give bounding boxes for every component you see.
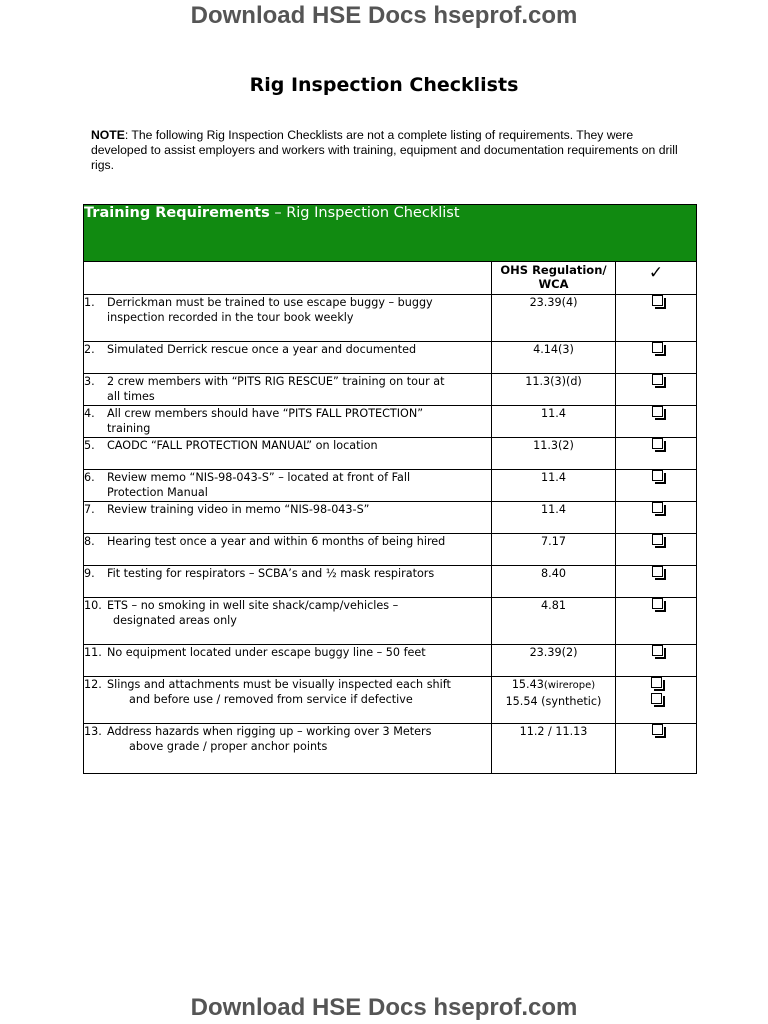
item-number: 9. — [84, 567, 95, 580]
checkbox-cell — [616, 598, 697, 645]
regulation-cell — [492, 374, 616, 406]
requirement-cell — [84, 724, 492, 774]
checkbox-icon[interactable] — [652, 598, 663, 609]
regulation-note: (wirerope) — [543, 680, 596, 691]
regulation-reference: 15.43 — [511, 678, 544, 691]
regulation-cell — [492, 406, 616, 438]
checkbox-icon[interactable] — [652, 438, 663, 449]
regulation-reference-2: 15.54 (synthetic) — [505, 695, 602, 708]
requirement-text-line1: Fit testing for respirators – SCBA’s and ½ mask respirators — [107, 567, 435, 580]
table-row — [84, 502, 697, 534]
regulation-cell — [492, 724, 616, 774]
checkbox-icon[interactable] — [652, 502, 663, 513]
regulation-cell — [492, 295, 616, 342]
regulation-reference: 11.3(2) — [533, 439, 574, 452]
table-header-bold: Training Requirements — [84, 205, 270, 221]
requirement-cell — [84, 645, 492, 677]
checkbox-icon[interactable] — [652, 534, 663, 545]
table-row — [84, 534, 697, 566]
checkbox-cell — [616, 724, 697, 774]
table-row — [84, 406, 697, 438]
checkbox-icon[interactable] — [652, 566, 663, 577]
table-row — [84, 566, 697, 598]
item-number: 6. — [84, 471, 95, 484]
requirement-text-line2: designated areas only — [113, 614, 237, 627]
requirement-text-line1: Review memo “NIS-98-043-S” – located at front of Fall — [107, 471, 411, 484]
requirement-text-line1: All crew members should have “PITS FALL PROTECTION” — [107, 407, 424, 420]
regulation-cell — [492, 598, 616, 645]
item-number: 8. — [84, 535, 95, 548]
requirement-cell — [84, 342, 492, 374]
table-header-row — [84, 205, 697, 262]
regulation-cell — [492, 534, 616, 566]
table-row — [84, 438, 697, 470]
column-header-check — [616, 262, 697, 295]
requirement-text-line1: Slings and attachments must be visually inspected each shift — [107, 678, 451, 691]
checkbox-icon[interactable] — [652, 470, 663, 481]
table-row — [84, 724, 697, 774]
item-number: 5. — [84, 439, 95, 452]
requirement-cell — [84, 374, 492, 406]
regulation-cell — [492, 677, 616, 724]
checkbox-icon[interactable] — [651, 677, 662, 688]
table-row — [84, 342, 697, 374]
item-number: 3. — [84, 375, 95, 388]
table-row — [84, 645, 697, 677]
note-text: : The following Rig Inspection Checklists are not a complete listing of requirements. They were developed to assist employers and workers with training, equipment and documentation requirements on drill rigs. — [91, 128, 678, 172]
table-header — [84, 205, 697, 262]
requirement-text-line1: 2 crew members with “PITS RIG RESCUE” training on tour at — [107, 375, 445, 388]
checkbox-cell — [616, 566, 697, 598]
column-header-blank — [84, 262, 492, 295]
requirement-text-line2: training — [107, 422, 151, 435]
requirement-cell — [84, 566, 492, 598]
regulation-reference: 8.40 — [541, 567, 566, 580]
checkbox-cell — [616, 406, 697, 438]
training-checklist-table — [83, 204, 697, 774]
checkbox-cell — [616, 502, 697, 534]
requirement-text-line1: Simulated Derrick rescue once a year and documented — [107, 343, 417, 356]
watermark-bottom: Download HSE Docs hseprof.com — [190, 994, 578, 1021]
item-number: 11. — [84, 646, 102, 659]
regulation-reference: 11.4 — [541, 503, 566, 516]
regulation-reference: 11.2 / 11.13 — [519, 725, 588, 738]
checkbox-cell — [616, 677, 697, 724]
item-number: 2. — [84, 343, 95, 356]
regulation-reference: 11.4 — [541, 471, 566, 484]
regulation-cell — [492, 645, 616, 677]
checkbox-cell — [616, 374, 697, 406]
requirement-cell — [84, 406, 492, 438]
checkbox-icon[interactable] — [652, 295, 663, 306]
item-number: 7. — [84, 503, 95, 516]
regulation-cell — [492, 566, 616, 598]
page-title: Rig Inspection Checklists — [249, 74, 519, 96]
requirement-cell — [84, 534, 492, 566]
requirement-cell — [84, 295, 492, 342]
regulation-cell — [492, 502, 616, 534]
requirement-cell — [84, 502, 492, 534]
checkbox-icon[interactable] — [652, 406, 663, 417]
checkbox-icon[interactable] — [652, 342, 663, 353]
requirement-cell — [84, 438, 492, 470]
checkbox-cell — [616, 438, 697, 470]
requirement-text-line2: inspection recorded in the tour book weekly — [107, 311, 354, 324]
regulation-cell — [492, 342, 616, 374]
requirement-cell — [84, 677, 492, 724]
item-number: 12. — [84, 678, 102, 691]
table-row — [84, 470, 697, 502]
regulation-reference: 23.39(4) — [529, 296, 578, 309]
checkbox-icon[interactable] — [651, 693, 662, 704]
regulation-cell — [492, 438, 616, 470]
checkmark-icon: ✓ — [648, 263, 664, 283]
regulation-reference: 11.4 — [541, 407, 566, 420]
requirement-text-line1: Hearing test once a year and within 6 months of being hired — [107, 535, 446, 548]
item-number: 10. — [84, 599, 102, 612]
checkbox-icon[interactable] — [652, 724, 663, 735]
checkbox-cell — [616, 295, 697, 342]
requirement-text-line1: No equipment located under escape buggy line – 50 feet — [107, 646, 426, 659]
watermark-top: Download HSE Docs hseprof.com — [190, 2, 578, 29]
requirement-cell — [84, 470, 492, 502]
table-row — [84, 677, 697, 724]
requirement-text-line2: and before use / removed from service if defective — [129, 693, 413, 706]
checkbox-cell — [616, 342, 697, 374]
requirement-text-line2: above grade / proper anchor points — [129, 740, 328, 753]
regulation-cell — [492, 470, 616, 502]
checkbox-cell — [616, 645, 697, 677]
table-header-rest: – Rig Inspection Checklist — [269, 205, 460, 221]
column-header-row — [84, 262, 697, 295]
requirement-text-line1: ETS – no smoking in well site shack/camp/vehicles – — [107, 599, 399, 612]
requirement-text-line2: all times — [107, 390, 155, 403]
column-header-regulation: OHS Regulation/ WCA — [492, 262, 616, 295]
checkbox-cell — [616, 470, 697, 502]
item-number: 4. — [84, 407, 95, 420]
regulation-reference: 11.3(3)(d) — [525, 375, 582, 388]
regulation-reference: 7.17 — [541, 535, 566, 548]
table-row — [84, 374, 697, 406]
regulation-reference: 4.81 — [541, 599, 566, 612]
checkbox-icon[interactable] — [652, 374, 663, 385]
note-label: NOTE — [91, 128, 125, 142]
checkbox-icon[interactable] — [652, 645, 663, 656]
regulation-reference: 4.14(3) — [533, 343, 574, 356]
requirement-text-line1: Address hazards when rigging up – working over 3 Meters — [107, 725, 432, 738]
requirement-text-line1: Review training video in memo “NIS-98-043-S” — [107, 503, 370, 516]
table-row — [84, 295, 697, 342]
checkbox-cell — [616, 534, 697, 566]
table-row — [84, 598, 697, 645]
note-paragraph — [91, 128, 691, 173]
item-number: 1. — [84, 296, 95, 309]
requirement-text-line1: CAODC “FALL PROTECTION MANUAL” on location — [107, 439, 378, 452]
regulation-reference: 23.39(2) — [529, 646, 578, 659]
item-number: 13. — [84, 725, 102, 738]
requirement-text-line2: Protection Manual — [107, 486, 208, 499]
requirement-cell — [84, 598, 492, 645]
requirement-text-line1: Derrickman must be trained to use escape buggy – buggy — [107, 296, 433, 309]
